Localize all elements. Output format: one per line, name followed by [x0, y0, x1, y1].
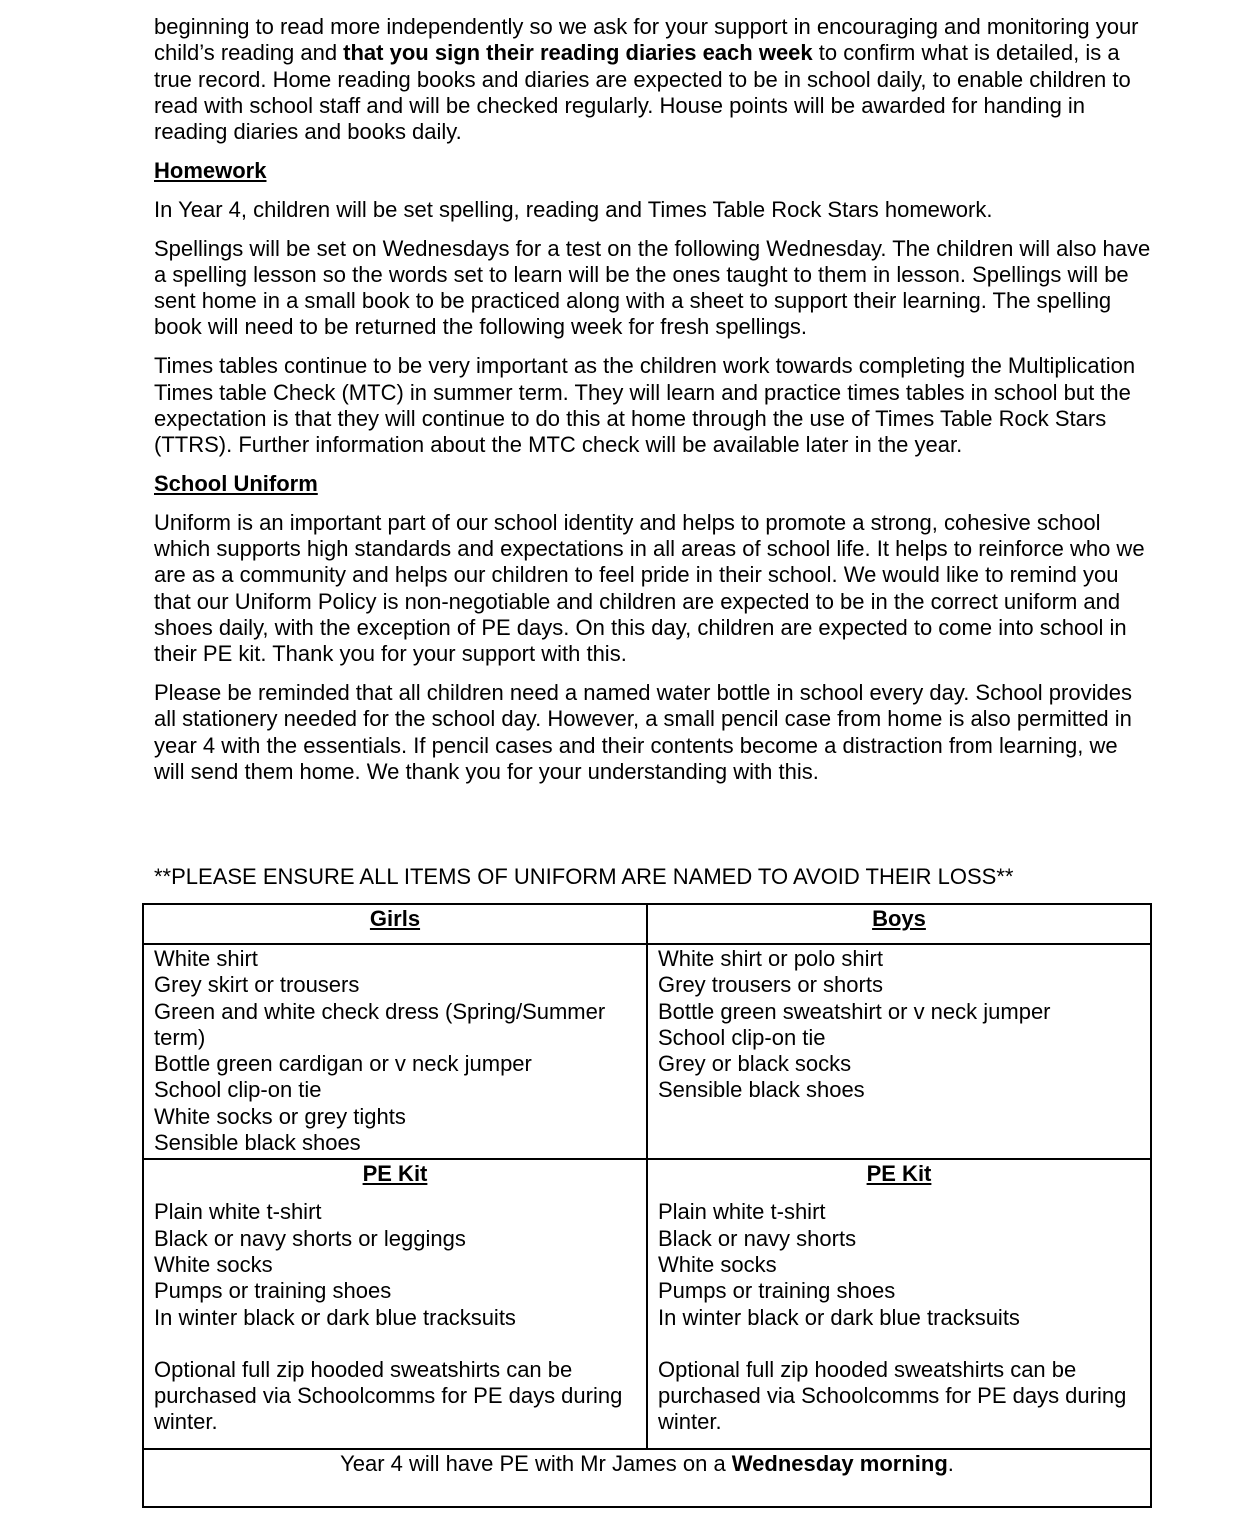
list-item: White shirt	[154, 946, 258, 971]
girls-uniform-list	[143, 944, 647, 1159]
girls-pe-header: PE Kit	[362, 1161, 428, 1187]
list-item: White socks or grey tights	[154, 1103, 406, 1129]
pe-day-end: .	[947, 1450, 954, 1476]
list-item: Pumps or training shoes	[658, 1278, 896, 1304]
document-body	[154, 14, 1154, 798]
uniform-paragraph-1: Uniform is an important part of our school identity and helps to promote a strong, cohesive school which supports high standards and expectations in all areas of school life. It helps to reinforce who we are as a community and helps our children to feel pride in their school. We would like to remind you that our Uniform Policy is non-negotiable and children are expected to be in the correct uniform and shoes daily, with the exception of PE days. On this day, children are expected to come into school in their PE kit. Thank you for your support with this.	[154, 509, 1145, 667]
list-item: Pumps or training shoes	[154, 1278, 392, 1304]
list-item: Sensible black shoes	[154, 1130, 361, 1156]
boys-header: Boys	[647, 904, 1151, 944]
reading-paragraph	[154, 14, 1154, 145]
uniform-naming-notice: **PLEASE ENSURE ALL ITEMS OF UNIFORM ARE NAMED TO AVOID THEIR LOSS**	[154, 864, 1014, 889]
list-item: School clip-on tie	[658, 1024, 826, 1050]
list-item: Plain white t-shirt	[154, 1199, 322, 1225]
pe-day-footer	[143, 1449, 1151, 1507]
reading-text-bold: that you sign their reading diaries each week	[343, 40, 813, 66]
uniform-table	[142, 903, 1152, 1508]
school-uniform-heading: School Uniform	[154, 470, 318, 496]
uniform-paragraph-2: Please be reminded that all children need a named water bottle in school every day. School provides all stationery needed for the school day. However, a small pencil case from home is also permitted in year 4 with the essentials. If pencil cases and their contents become a distraction from learning, we will send them home. We thank you for your understanding with this.	[154, 680, 1132, 784]
homework-paragraph-2: Spellings will be set on Wednesdays for a test on the following Wednesday. The children will also have a spelling lesson so the words set to learn will be the ones taught to them in lesson. Spellings will be sent home in a small book to be practiced along with a sheet to support their learning. The spelling book will need to be returned the following week for fresh spellings.	[154, 235, 1151, 340]
pe-day-text: Year 4 will have PE with Mr James on a	[340, 1450, 732, 1476]
boys-pe-note: Optional full zip hooded sweatshirts can be purchased via Schoolcomms for PE days during winter.	[658, 1356, 1127, 1435]
list-item: Grey trousers or shorts	[658, 972, 883, 998]
list-item: Grey or black socks	[658, 1051, 852, 1077]
list-item: White shirt or polo shirt	[658, 946, 883, 971]
list-item: Black or navy shorts	[658, 1225, 857, 1251]
list-item: Green and white check dress (Spring/Summer term)	[154, 998, 606, 1050]
list-item: School clip-on tie	[154, 1077, 322, 1103]
list-item: White socks	[658, 1251, 777, 1277]
list-item: Bottle green sweatshirt or v neck jumper	[658, 998, 1051, 1024]
girls-header: Girls	[143, 904, 647, 944]
list-item: Bottle green cardigan or v neck jumper	[154, 1051, 532, 1077]
boys-pe-header: PE Kit	[866, 1161, 932, 1187]
list-item: Black or navy shorts or leggings	[154, 1225, 466, 1251]
boys-uniform-list	[647, 944, 1151, 1159]
list-item: White socks	[154, 1251, 273, 1277]
reading-text-1: beginning to read more independently so we ask for your support in encouraging and monitoring your child’s reading and	[154, 14, 1139, 66]
girls-pe-kit	[143, 1159, 647, 1448]
list-item: Grey skirt or trousers	[154, 972, 360, 998]
list-item: Sensible black shoes	[658, 1077, 865, 1103]
homework-heading: Homework	[154, 157, 267, 183]
homework-paragraph-1: In Year 4, children will be set spelling, reading and Times Table Rock Stars homework.	[154, 196, 993, 222]
boys-pe-kit	[647, 1159, 1151, 1448]
girls-pe-note: Optional full zip hooded sweatshirts can be purchased via Schoolcomms for PE days during winter.	[154, 1356, 623, 1435]
list-item: Plain white t-shirt	[658, 1199, 826, 1225]
list-item: In winter black or dark blue tracksuits	[658, 1304, 1020, 1330]
reading-text-2: to confirm what is detailed, is a true record. Home reading books and diaries are expected to be in school daily, to enable children to read with school staff and will be checked regularly. House points will be awarded for handing in reading diaries and books daily.	[154, 40, 1131, 145]
pe-day-bold: Wednesday morning	[731, 1450, 948, 1476]
list-item: In winter black or dark blue tracksuits	[154, 1304, 516, 1330]
homework-paragraph-3: Times tables continue to be very important as the children work towards completing the Multiplication Times table Check (MTC) in summer term. They will learn and practice times tables in school but the expectation is that they will continue to do this at home through the use of Times Table Rock Stars (TTRS). Further information about the MTC check will be available later in the year.	[154, 353, 1136, 458]
